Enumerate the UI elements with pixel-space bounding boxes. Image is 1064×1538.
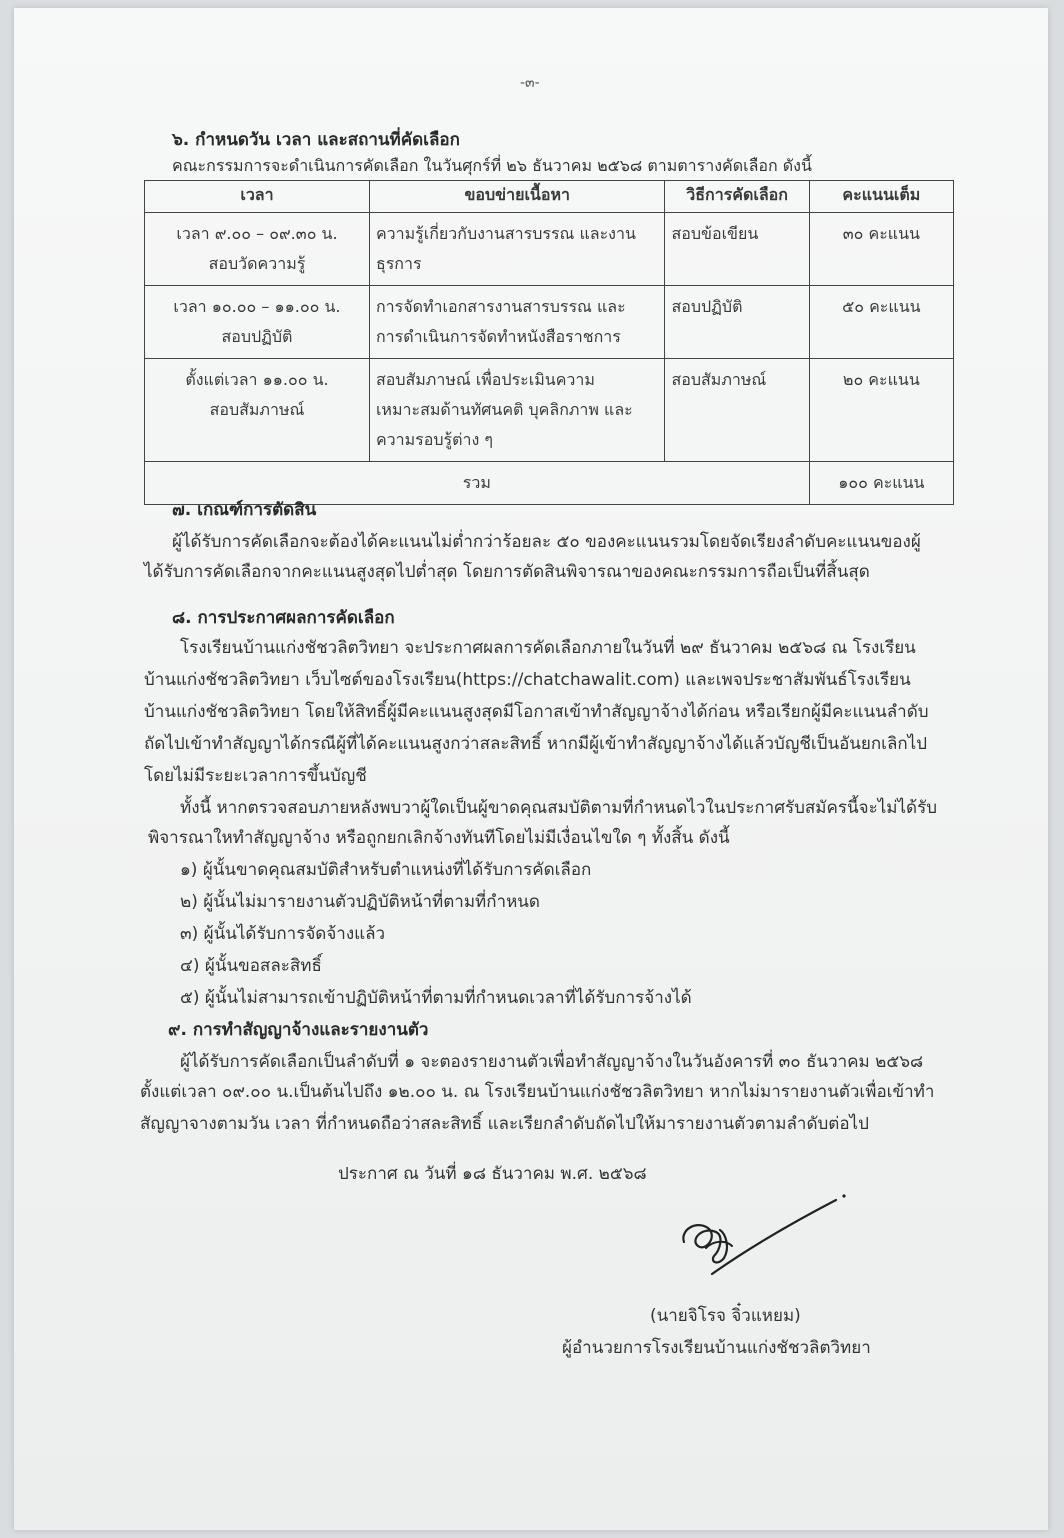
time-line: สอบปฏิบัติ [221, 327, 293, 346]
signature-image [676, 1190, 866, 1290]
content-line: สอบสัมภาษณ์ เพื่อประเมินความ [375, 370, 595, 389]
cell-method: สอบปฏิบัติ [665, 286, 809, 359]
section8-p1-line: ถัดไปเข้าทำสัญญาได้กรณีผู้ที่ได้คะแนนสูงกว่าสละสิทธิ์ หากมีผู้เข้าทำสัญญาจ้างได้แล้วบัญชีเป็นอันยกเลิกไป [144, 734, 928, 754]
section7-line: ได้รับการคัดเลือกจากคะแนนสูงสุดไปต่ำสุด โดยการตัดสินพิจารณาของคณะกรรมการถือเป็นที่สิ้นสุด [144, 562, 870, 582]
content-line: ความรู้เกี่ยวกับงานสารบรรณ และงาน [375, 224, 636, 243]
time-line: ตั้งแต่เวลา ๑๑.๐๐ น. [185, 370, 329, 389]
cell-time [145, 359, 370, 462]
content-line: การจัดทำเอกสารงานสารบรรณ และ [375, 297, 626, 316]
section9-line: สัญญาจางตามวัน เวลา ที่กำหนดถือว่าสละสิทธิ์ และเรียกลำดับถัดไปให้มารายงานตัวตามลำดับต่อไป [140, 1114, 869, 1134]
section8-heading: ๘. การประกาศผลการคัดเลือก [172, 608, 395, 628]
cell-method: สอบสัมภาษณ์ [665, 359, 809, 462]
section8-p1-line: โรงเรียนบ้านแก่งชัชวลิตวิทยา จะประกาศผลการคัดเลือกภายในวันที่ ๒๙ ธันวาคม ๒๕๖๘ ณ โรงเรียน [180, 638, 916, 658]
cell-score: ๒๐ คะแนน [809, 359, 953, 462]
content-line: ธุรการ [375, 254, 422, 273]
disqualification-item: ๑) ผู้นั้นขาดคุณสมบัติสำหรับตำแหน่งที่ได้รับการคัดเลือก [180, 860, 592, 880]
disqualification-item: ๒) ผู้นั้นไม่มารายงานตัวปฏิบัติหน้าที่ตามที่กำหนด [180, 892, 540, 912]
cell-time [145, 286, 370, 359]
cell-method: สอบข้อเขียน [665, 213, 809, 286]
section9-heading: ๙. การทำสัญญาจ้างและรายงานตัว [168, 1020, 429, 1040]
section7-line: ผู้ได้รับการคัดเลือกจะต้องได้คะแนนไม่ต่ำกว่าร้อยละ ๕๐ ของคะแนนรวมโดยจัดเรียงลำดับคะแนนของผู้ [172, 532, 921, 552]
cell-score: ๓๐ คะแนน [809, 213, 953, 286]
page-number: -๓- [520, 75, 540, 91]
time-line: เวลา ๑๐.๐๐ – ๑๑.๐๐ น. [173, 297, 341, 316]
section9-line: ผู้ได้รับการคัดเลือกเป็นลำดับที่ ๑ จะตองรายงานตัวเพื่อทำสัญญาจ้างในวันอังคารที่ ๓๐ ธันวาคม ๒๕๖๘ [180, 1052, 924, 1072]
cell-score: ๕๐ คะแนน [809, 286, 953, 359]
cell-time [145, 213, 370, 286]
section6-intro: คณะกรรมการจะดำเนินการคัดเลือก ในวันศุกร์ที่ ๒๖ ธันวาคม ๒๕๖๘ ตามตารางคัดเลือก ดังนี้ [172, 156, 812, 175]
signer-name: (นายจิโรจ จิ๋วแหยม) [650, 1306, 801, 1326]
section7-heading: ๗. เกณฑ์การตัดสิน [172, 500, 317, 520]
section8-p1-line: บ้านแก่งชัชวลิตวิทยา โดยให้สิทธิ์ผู้มีคะแนนสูงสุดมีโอกาสเข้าทำสัญญาจ้างได้ก่อน หรือเรียกผู้มีคะแนนลำดับ [144, 702, 929, 722]
disqualification-item: ๔) ผู้นั้นขอสละสิทธิ์ [180, 956, 322, 976]
schedule-table [144, 180, 954, 505]
signer-title: ผู้อำนวยการโรงเรียนบ้านแก่งชัชวลิตวิทยา [562, 1338, 871, 1358]
table-header-row [145, 181, 954, 213]
content-line: เหมาะสมด้านทัศนคติ บุคลิกภาพ และ [375, 400, 633, 419]
content-line: การดำเนินการจัดทำหนังสือราชการ [375, 327, 621, 346]
section8-p1-line: บ้านแก่งชัชวลิตวิทยา เว็บไซต์ของโรงเรียน(https://chatchawalit.com) และเพจประชาสัมพันธ์โรงเรียน [144, 670, 911, 690]
section9-line: ตั้งแต่เวลา ๐๙.๐๐ น.เป็นต้นไปถึง ๑๒.๐๐ น. ณ โรงเรียนบ้านแก่งชัชวลิตวิทยา หากไม่มารายงานตัวเพื่อเข้าทำ [140, 1082, 935, 1102]
cell-content [369, 359, 665, 462]
disqualification-item: ๕) ผู้นั้นไม่สามารถเข้าปฏิบัติหน้าที่ตามที่กำหนดเวลาที่ได้รับการจ้างได้ [180, 988, 692, 1008]
table-row [145, 286, 954, 359]
table-row [145, 213, 954, 286]
header-method: วิธีการคัดเลือก [665, 181, 809, 213]
announce-date: ประกาศ ณ วันที่ ๑๘ ธันวาคม พ.ศ. ๒๕๖๘ [338, 1164, 647, 1184]
header-content: ขอบข่ายเนื้อหา [369, 181, 665, 213]
header-time: เวลา [145, 181, 370, 213]
cell-content [369, 213, 665, 286]
cell-content [369, 286, 665, 359]
section8-p2-line: พิจารณาใหทำสัญญาจ้าง หรือถูกยกเลิกจ้างทันทีโดยไม่มีเงื่อนไขใด ๆ ทั้งสิ้น ดังนี้ [148, 828, 730, 848]
total-label: รวม [145, 462, 810, 505]
table-row [145, 359, 954, 462]
section8-p2-line: ทั้งนี้ หากตรวจสอบภายหลังพบวาผู้ใดเป็นผู้ขาดคุณสมบัติตามที่กำหนดไวในประกาศรับสมัครนี้จะไม่ได้รับ [180, 798, 937, 818]
time-line: สอบสัมภาษณ์ [209, 400, 305, 419]
content-line: ความรอบรู้ต่าง ๆ [375, 430, 493, 449]
time-line: สอบวัดความรู้ [208, 254, 306, 273]
header-score: คะแนนเต็ม [809, 181, 953, 213]
total-score: ๑๐๐ คะแนน [809, 462, 953, 505]
disqualification-item: ๓) ผู้นั้นได้รับการจัดจ้างแล้ว [180, 924, 386, 944]
time-line: เวลา ๙.๐๐ – ๐๙.๓๐ น. [176, 224, 338, 243]
section8-p1-line: โดยไม่มีระยะเวลาการขึ้นบัญชี [144, 766, 367, 786]
section6-heading: ๖. กำหนดวัน เวลา และสถานที่คัดเลือก [172, 130, 460, 150]
